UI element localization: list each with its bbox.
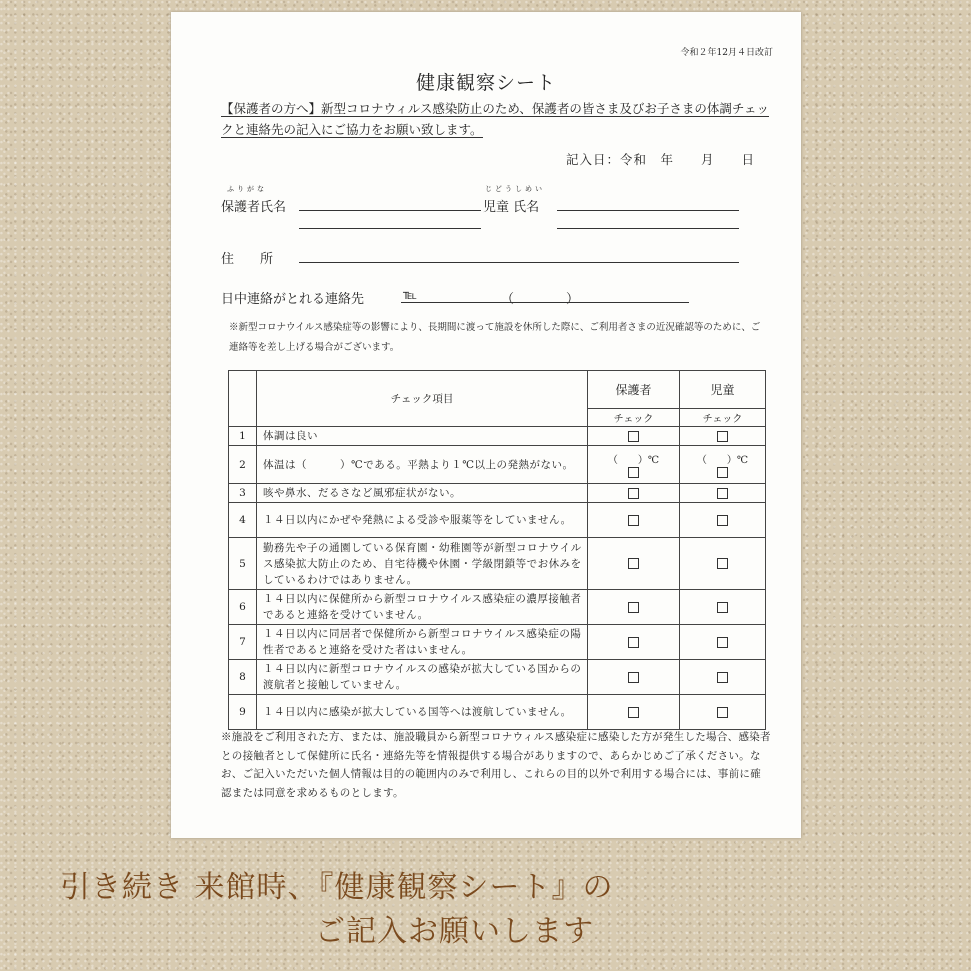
health-check-table	[228, 370, 766, 730]
child-checkbox[interactable]	[717, 488, 728, 499]
contact-label: 日中連絡がとれる連絡先	[221, 292, 365, 307]
row-text: １４日以内に保健所から新型コロナウイルス感染症の濃厚接触者であると連絡を受けていません。	[257, 590, 588, 625]
row-number: 4	[229, 503, 257, 538]
guardian-notice-text: 【保護者の方へ】新型コロナウィルス感染防止のため、保護者の皆さま及びお子さまの体調チェックと連絡先の記入にご協力をお願い致します。	[221, 101, 770, 137]
guardian-checkbox[interactable]	[628, 515, 639, 526]
child-name-line[interactable]	[557, 210, 739, 211]
guardian-name-line-2[interactable]	[299, 228, 481, 229]
guardian-temp-field[interactable]: （ ）℃	[607, 455, 660, 466]
guardian-checkbox[interactable]	[628, 637, 639, 648]
guardian-checkbox[interactable]	[628, 467, 639, 478]
row-text: 体温は（ ）℃である。平熱より１℃以上の発熱がない。	[257, 446, 588, 484]
header-child-check: チェック	[680, 409, 766, 427]
address-line[interactable]	[299, 262, 739, 263]
row-number: 5	[229, 538, 257, 590]
row-text: 咳や鼻水、だるさなど風邪症状がない。	[257, 484, 588, 503]
child-checkbox[interactable]	[717, 602, 728, 613]
child-checkbox[interactable]	[717, 637, 728, 648]
child-checkbox[interactable]	[717, 707, 728, 718]
guardian-checkbox[interactable]	[628, 488, 639, 499]
guardian-checkbox[interactable]	[628, 431, 639, 442]
child-checkbox[interactable]	[717, 672, 728, 683]
header-guardian-check: チェック	[588, 409, 680, 427]
sheet-title: 健康観察シート	[415, 72, 556, 94]
row-number: 3	[229, 484, 257, 503]
child-name-line-2[interactable]	[557, 228, 739, 229]
caption	[60, 866, 614, 954]
row-text: 勤務先や子の通園している保育園・幼稚園等が新型コロナウイルス感染拡大防止のため、自宅待機や休園・学級閉鎖等でお休みをしているわけではありません。	[257, 538, 588, 590]
header-num-cell	[229, 371, 257, 427]
child-name-label: 児童 氏名	[483, 200, 540, 215]
header-guardian: 保護者	[588, 371, 680, 409]
caption-line-2: ご記入お願いします	[315, 914, 594, 949]
child-checkbox[interactable]	[717, 431, 728, 442]
row-text: １４日以内に感染が拡大している国等へは渡航していません。	[257, 695, 588, 730]
row-number: 1	[229, 427, 257, 446]
row-text: １４日以内にかぜや発熱による受診や服薬等をしていません。	[257, 503, 588, 538]
entry-date: 記入日：令和 年 月 日	[565, 152, 755, 167]
caption-line-1: 引き続き 来館時、『健康観察シート』の	[60, 870, 614, 905]
header-check-item: チェック項目	[257, 371, 588, 427]
guardian-notice	[221, 98, 781, 140]
guardian-checkbox[interactable]	[628, 558, 639, 569]
guardian-checkbox[interactable]	[628, 707, 639, 718]
address-label: 住 所	[221, 252, 274, 267]
row-number: 6	[229, 590, 257, 625]
contact-line[interactable]	[401, 302, 689, 303]
guardian-checkbox[interactable]	[628, 602, 639, 613]
guardian-furigana: ふりがな	[227, 185, 267, 193]
revision-date: 令和２年12月４日改訂	[680, 48, 773, 58]
guardian-name-label: 保護者氏名	[221, 200, 287, 215]
child-temp-field[interactable]: （ ）℃	[696, 455, 749, 466]
header-child: 児童	[680, 371, 766, 409]
row-number: 9	[229, 695, 257, 730]
guardian-checkbox[interactable]	[628, 672, 639, 683]
row-number: 7	[229, 625, 257, 660]
row-number: 8	[229, 660, 257, 695]
health-observation-sheet	[171, 12, 801, 838]
guardian-name-line[interactable]	[299, 210, 481, 211]
privacy-note: ※施設をご利用された方、または、施設職員から新型コロナウィルス感染症に感染した方が発生した場合、感染者との接触者として保健所に氏名・連絡先等を情報提供する場合がありますので、あらかじめご了承ください。なお、ご記入いただいた個人情報は目的の範囲内のみで利用し、これらの目的以外で利用する場合には、事前に確認または同意を求めるものとします。	[221, 731, 771, 799]
tel-area-code: （ ）	[501, 292, 580, 307]
child-checkbox[interactable]	[717, 467, 728, 478]
row-text: １４日以内に同居者で保健所から新型コロナウイルス感染症の陽性者であると連絡を受けた者はいません。	[257, 625, 588, 660]
tel-label: ℡	[403, 288, 417, 303]
child-checkbox[interactable]	[717, 515, 728, 526]
row-text: １４日以内に新型コロナウイルスの感染が拡大している国からの渡航者と接触していません。	[257, 660, 588, 695]
contact-note: ※新型コロナウイルス感染症等の影響により、長期間に渡って施設を休所した際に、ご利用者さまの近況確認等のために、ご連絡等を差し上げる場合がございます。	[229, 322, 761, 353]
child-furigana: じどうしめい	[485, 185, 545, 193]
row-text: 体調は良い	[257, 427, 588, 446]
child-checkbox[interactable]	[717, 558, 728, 569]
row-number: 2	[229, 446, 257, 484]
